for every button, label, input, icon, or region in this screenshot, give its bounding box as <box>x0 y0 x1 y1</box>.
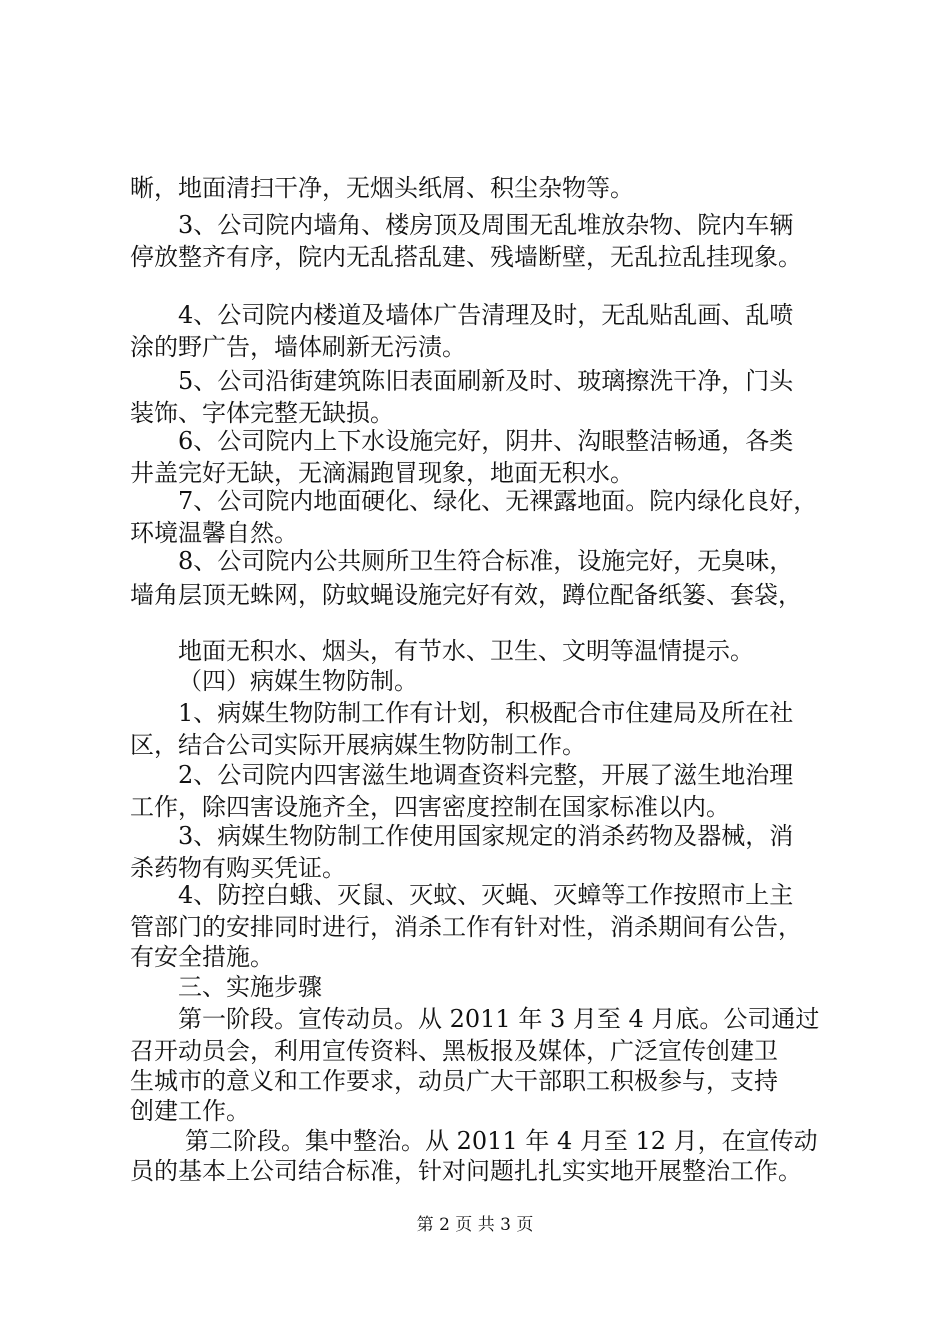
body-line: 生城市的意义和工作要求，动员广大干部职工积极参与，支持 <box>130 1067 778 1095</box>
body-line: 4、公司院内楼道及墙体广告清理及时，无乱贴乱画、乱喷 <box>178 301 794 329</box>
body-line: 装饰、字体完整无缺损。 <box>130 399 394 427</box>
body-line: 7、公司院内地面硬化、绿化、无裸露地面。院内绿化良好， <box>178 487 818 515</box>
body-line: 区，结合公司实际开展病媒生物防制工作。 <box>130 731 586 759</box>
body-line: 停放整齐有序，院内无乱搭乱建、残墙断壁，无乱拉乱挂现象。 <box>130 243 802 271</box>
body-line: 晰，地面清扫干净，无烟头纸屑、积尘杂物等。 <box>130 174 634 202</box>
section-heading: （四）病媒生物防制。 <box>178 667 418 695</box>
body-line: 第一阶段。宣传动员。从 2011 年 3 月至 4 月底。公司通过 <box>178 1005 820 1033</box>
body-line: 杀药物有购买凭证。 <box>130 854 346 882</box>
body-line: 墙角层顶无蛛网，防蚊蝇设施完好有效，蹲位配备纸篓、套袋， <box>130 581 802 609</box>
body-line: 召开动员会，利用宣传资料、黑板报及媒体，广泛宣传创建卫 <box>130 1037 778 1065</box>
body-line: 有安全措施。 <box>130 943 274 971</box>
body-line: 地面无积水、烟头，有节水、卫生、文明等温情提示。 <box>178 637 754 665</box>
body-line: 1、病媒生物防制工作有计划，积极配合市住建局及所在社 <box>178 699 794 727</box>
body-line: 环境温馨自然。 <box>130 519 298 547</box>
body-line: 4、防控白蛾、灭鼠、灭蚊、灭蝇、灭蟑等工作按照市上主 <box>178 881 794 909</box>
body-line: 第二阶段。集中整治。从 2011 年 4 月至 12 月，在宣传动 <box>185 1127 818 1155</box>
body-line: 3、公司院内墙角、楼房顶及周围无乱堆放杂物、院内车辆 <box>178 211 794 239</box>
body-line: 工作，除四害设施齐全，四害密度控制在国家标准以内。 <box>130 793 730 821</box>
body-line: 员的基本上公司结合标准，针对问题扎扎实实地开展整治工作。 <box>130 1157 802 1185</box>
body-line: 8、公司院内公共厕所卫生符合标准，设施完好，无臭味， <box>178 547 794 575</box>
body-line: 6、公司院内上下水设施完好，阴井、沟眼整洁畅通，各类 <box>178 427 794 455</box>
body-line: 3、病媒生物防制工作使用国家规定的消杀药物及器械，消 <box>178 822 794 850</box>
body-line: 管部门的安排同时进行，消杀工作有针对性，消杀期间有公告， <box>130 913 802 941</box>
body-line: 井盖完好无缺，无滴漏跑冒现象，地面无积水。 <box>130 459 634 487</box>
body-line: 5、公司沿街建筑陈旧表面刷新及时、玻璃擦洗干净，门头 <box>178 367 794 395</box>
section-heading: 三、实施步骤 <box>178 973 322 1001</box>
body-line: 创建工作。 <box>130 1097 250 1125</box>
body-line: 2、公司院内四害滋生地调查资料完整，开展了滋生地治理 <box>178 761 794 789</box>
body-line: 涂的野广告，墙体刷新无污渍。 <box>130 333 466 361</box>
page-number-footer: 第 2 页 共 3 页 <box>416 1215 534 1235</box>
